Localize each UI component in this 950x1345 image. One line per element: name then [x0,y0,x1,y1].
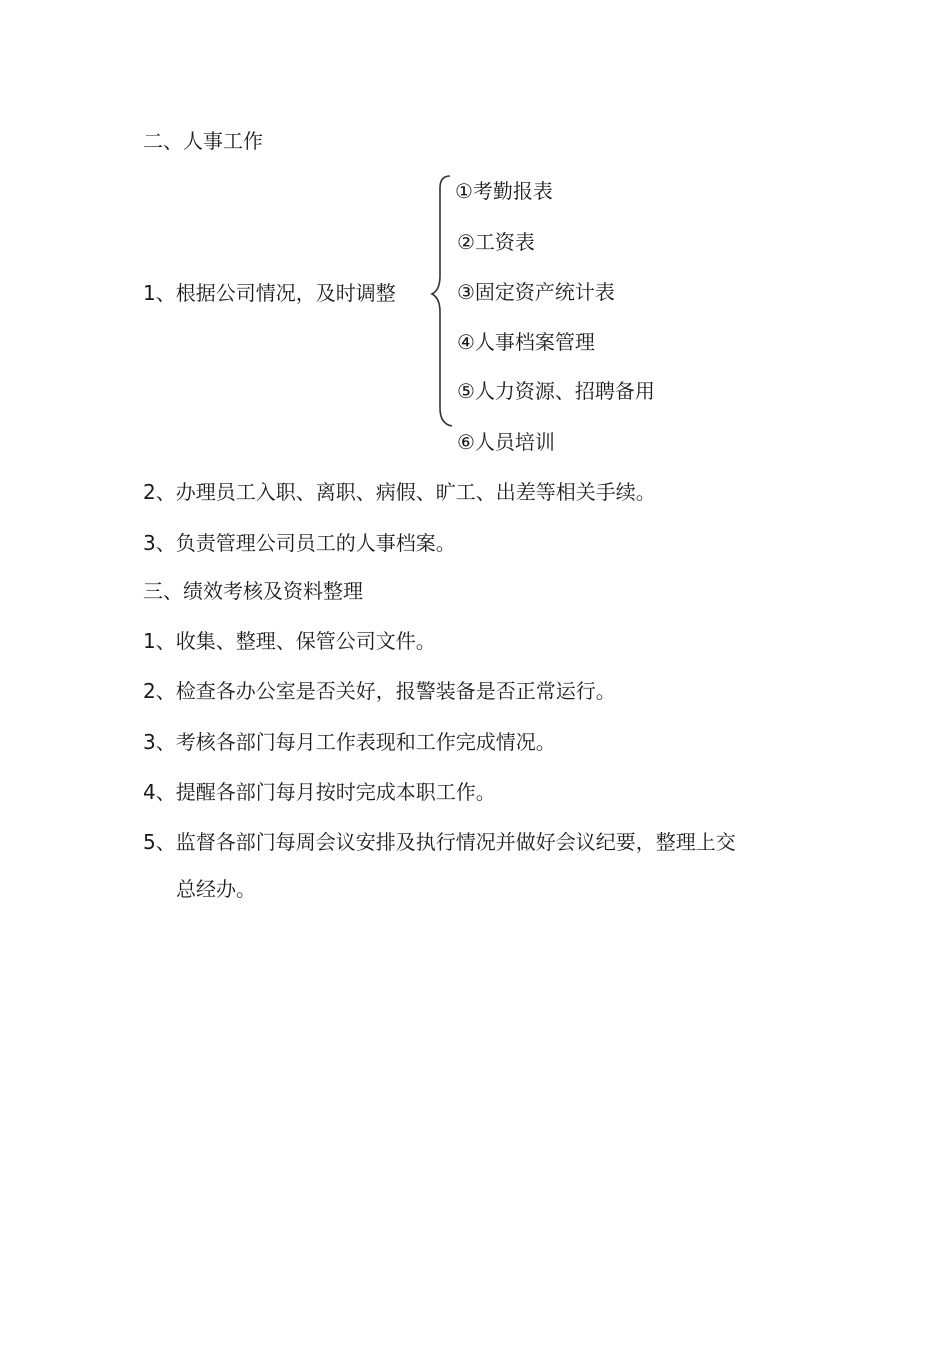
sub-item-personnel-files: ④人事档案管理 [457,330,595,354]
curly-brace [428,172,456,434]
list-item-onboarding: 2、办理员工入职、离职、病假、旷工、出差等相关手续。 [143,480,656,504]
list-item-check-offices: 2、检查各办公室是否关好，报警装备是否正常运行。 [143,679,616,703]
sub-item-attendance: ①考勤报表 [455,179,553,203]
sub-item-hr-recruiting: ⑤人力资源、招聘备用 [457,379,655,403]
section-heading-performance: 三、绩效考核及资料整理 [143,579,363,603]
list-item-remind-departments: 4、提醒各部门每月按时完成本职工作。 [143,780,496,804]
sub-item-fixed-assets: ③固定资产统计表 [457,280,615,304]
list-item-supervise-meetings-continuation: 总经办。 [176,877,256,901]
list-item-personnel-files: 3、负责管理公司员工的人事档案。 [143,531,456,555]
sub-item-payroll: ②工资表 [457,230,535,254]
section-heading-personnel: 二、人事工作 [143,129,263,153]
list-item-collect-files: 1、收集、整理、保管公司文件。 [143,629,436,653]
sub-item-training: ⑥人员培训 [457,430,555,454]
list-item-assess-departments: 3、考核各部门每月工作表现和工作完成情况。 [143,730,556,754]
list-item-adjust: 1、根据公司情况，及时调整 [143,281,396,305]
list-item-supervise-meetings: 5、监督各部门每周会议安排及执行情况并做好会议纪要，整理上交 [143,830,736,854]
